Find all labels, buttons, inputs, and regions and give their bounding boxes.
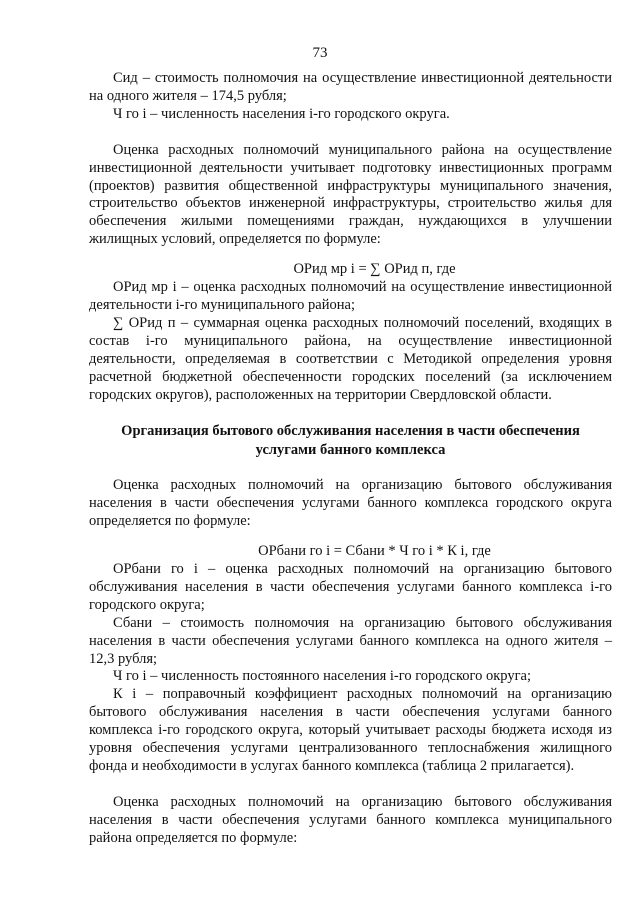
formula-investment: ОРид мр i = ∑ ОРид п, где <box>293 261 456 278</box>
page-number: 73 <box>312 45 328 61</box>
page-content <box>89 70 612 848</box>
section-heading-line-1: Организация бытового обслуживания населения в части обеспечения <box>121 423 580 440</box>
paragraph-gap <box>89 776 612 794</box>
definition-ch-go-population: Ч го i – численность постоянного населения i-го городского округа; <box>113 668 531 685</box>
section-heading-line-2: услугами банного комплекса <box>255 441 446 458</box>
definition-orid-mr: ОРид мр i – оценка расходных полномочий на осуществление инвестиционной деятельности i-го муниципального района; <box>89 279 612 313</box>
paragraph-bath-district: Оценка расходных полномочий на организацию бытового обслуживания населения в части обеспечения услугами банного комплекса муниципального района определяется по формуле: <box>89 793 612 846</box>
definition-sbani: Сбани – стоимость полномочия на организацию бытового обслуживания населения в части обеспечения услугами банного комплекса на одного жителя – 12,3 рубля; <box>89 614 612 667</box>
paragraph-gap <box>89 531 612 543</box>
paragraph-gap <box>89 404 612 422</box>
paragraph-investment-intro: Оценка расходных полномочий муниципального района на осуществление инвестиционной деятельности учитывает подготовку инвестиционных программ (проектов) развития общественной инфраструктуры муниципального значения, строительство объектов инженерной инфраструктуры, строительство жилья для обеспечения жилыми помещениями граждан, нуждающихся в улучшении жилищных условий, определяется по формуле: <box>89 141 612 248</box>
definition-orbani: ОРбани го i – оценка расходных полномочий на организацию бытового обслуживания населения в части обеспечения услугами банного комплекса i-го городского округа; <box>89 561 612 613</box>
paragraph-gap <box>89 249 612 261</box>
definition-sum-orid-p: ∑ ОРид п – суммарная оценка расходных полномочий поселений, входящих в состав i-го муниципального района, на осуществление инвестиционной деятельности, определяемая в соответствии с Методикой определения уровня расчетной бюджетной обеспеченности городских поселений (за исключением городских округов), расположенных на территории Свердловской области. <box>89 314 612 403</box>
definition-ch-go: Ч го i – численность населения i-го городского округа. <box>113 105 450 122</box>
paragraph-bath-intro: Оценка расходных полномочий на организацию бытового обслуживания населения в части обеспечения услугами банного комплекса городского округа определяется по формуле: <box>89 477 612 530</box>
definition-sid: Сид – стоимость полномочия на осуществление инвестиционной деятельности на одного жителя – 174,5 рубля; <box>89 70 612 104</box>
paragraph-gap <box>89 459 612 477</box>
definition-k-coefficient: К i – поправочный коэффициент расходных полномочий на организацию бытового обслуживания населения в части обеспечения услугами банного комплекса i-го городского округа, который учитывает расходы бюджета исходя из уровня обеспечения услугами централизованного теплоснабжения жилищного фонда и необходимости в услугах банного комплекса (таблица 2 прилагается). <box>89 686 612 774</box>
formula-bath: ОРбани го i = Сбани * Ч го i * К i, где <box>258 543 491 560</box>
section-heading <box>89 422 612 459</box>
paragraph-gap <box>89 124 612 142</box>
